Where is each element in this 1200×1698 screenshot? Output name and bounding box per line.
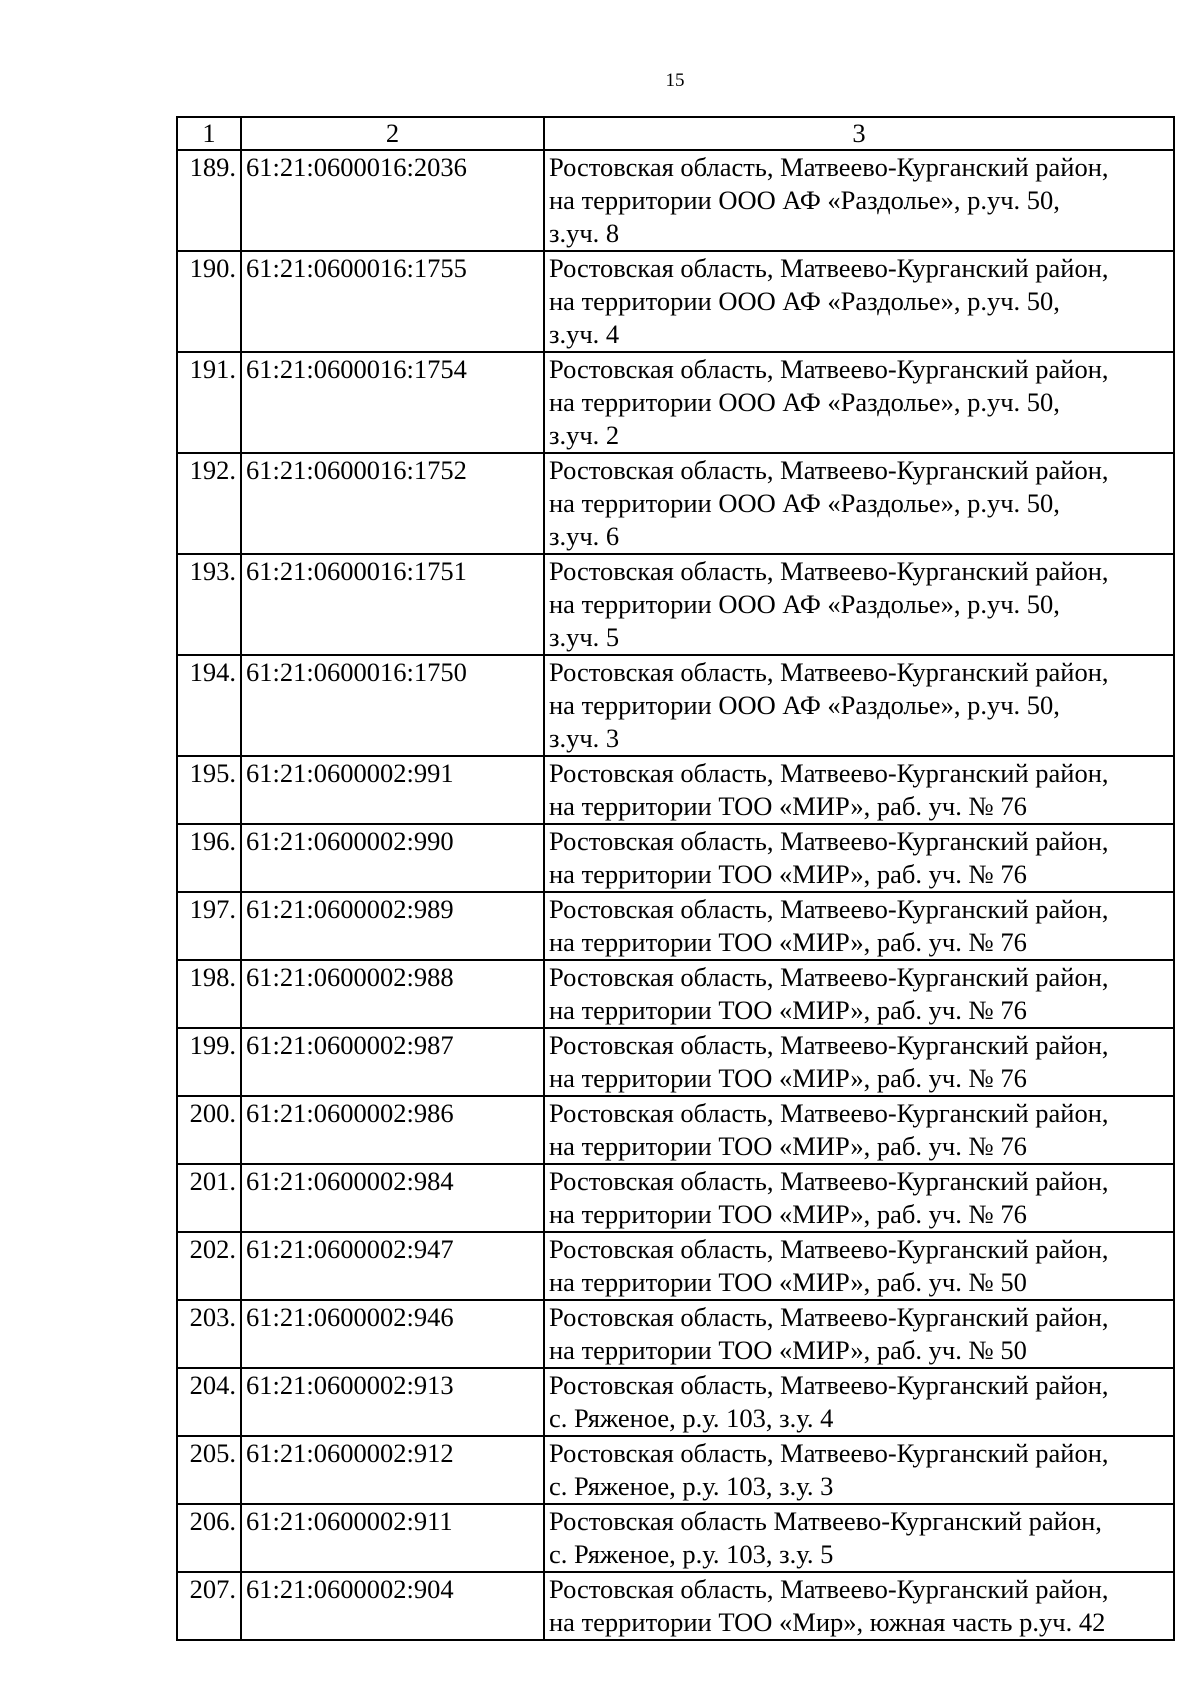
- address-cell: Ростовская область, Матвеево-Курганский район, на территории ТОО «МИР», раб. уч. № 76: [544, 1028, 1174, 1096]
- cadastral-number-cell: 61:21:0600002:991: [241, 756, 544, 824]
- row-number-cell: 189.: [177, 150, 241, 251]
- cadastral-number-cell: 61:21:0600002:911: [241, 1504, 544, 1572]
- column-header-address: 3: [544, 117, 1174, 150]
- table-row: [177, 251, 1174, 352]
- address-cell: Ростовская область Матвеево-Курганский район, с. Ряженое, р.у. 103, з.у. 5: [544, 1504, 1174, 1572]
- address-cell: Ростовская область, Матвеево-Курганский район, на территории ТОО «МИР», раб. уч. № 76: [544, 1096, 1174, 1164]
- table-row: [177, 1096, 1174, 1164]
- address-cell: Ростовская область, Матвеево-Курганский район, на территории ТОО «МИР», раб. уч. № 76: [544, 1164, 1174, 1232]
- table-body: [177, 150, 1174, 1640]
- address-cell: Ростовская область, Матвеево-Курганский район, на территории ТОО «МИР», раб. уч. № 76: [544, 960, 1174, 1028]
- cadastral-number-cell: 61:21:0600002:946: [241, 1300, 544, 1368]
- table-row: [177, 1504, 1174, 1572]
- cadastral-number-cell: 61:21:0600016:1752: [241, 453, 544, 554]
- address-cell: Ростовская область, Матвеево-Курганский район, на территории ООО АФ «Раздолье», р.уч. 50, з.уч. 4: [544, 251, 1174, 352]
- row-number-cell: 198.: [177, 960, 241, 1028]
- cadastral-number-cell: 61:21:0600002:913: [241, 1368, 544, 1436]
- row-number-cell: 191.: [177, 352, 241, 453]
- address-cell: Ростовская область, Матвеево-Курганский район, на территории ООО АФ «Раздолье», р.уч. 50, з.уч. 6: [544, 453, 1174, 554]
- cadastral-number-cell: 61:21:0600016:1751: [241, 554, 544, 655]
- table-row: [177, 1436, 1174, 1504]
- cadastral-number-cell: 61:21:0600002:990: [241, 824, 544, 892]
- cadastral-number-cell: 61:21:0600002:988: [241, 960, 544, 1028]
- row-number-cell: 207.: [177, 1572, 241, 1640]
- row-number-cell: 193.: [177, 554, 241, 655]
- address-cell: Ростовская область, Матвеево-Курганский район, на территории ТОО «Мир», южная часть р.уч. 42: [544, 1572, 1174, 1640]
- row-number-cell: 192.: [177, 453, 241, 554]
- table-row: [177, 1164, 1174, 1232]
- row-number-cell: 200.: [177, 1096, 241, 1164]
- table-row: [177, 453, 1174, 554]
- row-number-cell: 199.: [177, 1028, 241, 1096]
- row-number-cell: 201.: [177, 1164, 241, 1232]
- table-row: [177, 1300, 1174, 1368]
- cadastral-number-cell: 61:21:0600002:947: [241, 1232, 544, 1300]
- table-row: [177, 352, 1174, 453]
- page-number: 15: [665, 70, 685, 91]
- row-number-cell: 205.: [177, 1436, 241, 1504]
- cadastral-number-cell: 61:21:0600002:904: [241, 1572, 544, 1640]
- address-cell: Ростовская область, Матвеево-Курганский район, на территории ООО АФ «Раздолье», р.уч. 50, з.уч. 2: [544, 352, 1174, 453]
- table-row: [177, 1028, 1174, 1096]
- table-row: [177, 892, 1174, 960]
- address-cell: Ростовская область, Матвеево-Курганский район, на территории ТОО «МИР», раб. уч. № 50: [544, 1300, 1174, 1368]
- address-cell: Ростовская область, Матвеево-Курганский район, на территории ТОО «МИР», раб. уч. № 76: [544, 892, 1174, 960]
- cadastral-number-cell: 61:21:0600016:1750: [241, 655, 544, 756]
- cadastral-number-cell: 61:21:0600016:1754: [241, 352, 544, 453]
- cadastral-number-cell: 61:21:0600002:986: [241, 1096, 544, 1164]
- row-number-cell: 202.: [177, 1232, 241, 1300]
- address-cell: Ростовская область, Матвеево-Курганский район, на территории ООО АФ «Раздолье», р.уч. 50, з.уч. 8: [544, 150, 1174, 251]
- cadastral-number-cell: 61:21:0600002:989: [241, 892, 544, 960]
- table-row: [177, 1572, 1174, 1640]
- cadastral-number-cell: 61:21:0600002:912: [241, 1436, 544, 1504]
- row-number-cell: 204.: [177, 1368, 241, 1436]
- address-cell: Ростовская область, Матвеево-Курганский район, на территории ООО АФ «Раздолье», р.уч. 50, з.уч. 3: [544, 655, 1174, 756]
- column-header-number: 1: [177, 117, 241, 150]
- table-row: [177, 756, 1174, 824]
- cadastral-number-cell: 61:21:0600002:987: [241, 1028, 544, 1096]
- address-cell: Ростовская область, Матвеево-Курганский район, на территории ТОО «МИР», раб. уч. № 50: [544, 1232, 1174, 1300]
- table-row: [177, 824, 1174, 892]
- row-number-cell: 197.: [177, 892, 241, 960]
- cadastral-number-cell: 61:21:0600016:2036: [241, 150, 544, 251]
- row-number-cell: 196.: [177, 824, 241, 892]
- address-cell: Ростовская область, Матвеево-Курганский район, с. Ряженое, р.у. 103, з.у. 3: [544, 1436, 1174, 1504]
- row-number-cell: 194.: [177, 655, 241, 756]
- table-header-row: [177, 117, 1174, 150]
- table-row: [177, 554, 1174, 655]
- column-header-cadastral: 2: [241, 117, 544, 150]
- row-number-cell: 190.: [177, 251, 241, 352]
- address-cell: Ростовская область, Матвеево-Курганский район, на территории ТОО «МИР», раб. уч. № 76: [544, 824, 1174, 892]
- cadastral-number-cell: 61:21:0600002:984: [241, 1164, 544, 1232]
- cadastral-number-cell: 61:21:0600016:1755: [241, 251, 544, 352]
- address-cell: Ростовская область, Матвеево-Курганский район, на территории ООО АФ «Раздолье», р.уч. 50, з.уч. 5: [544, 554, 1174, 655]
- row-number-cell: 203.: [177, 1300, 241, 1368]
- row-number-cell: 195.: [177, 756, 241, 824]
- table-row: [177, 655, 1174, 756]
- address-cell: Ростовская область, Матвеево-Курганский район, с. Ряженое, р.у. 103, з.у. 4: [544, 1368, 1174, 1436]
- table-row: [177, 1232, 1174, 1300]
- table-row: [177, 150, 1174, 251]
- land-plot-table: [176, 116, 1175, 1641]
- address-cell: Ростовская область, Матвеево-Курганский район, на территории ТОО «МИР», раб. уч. № 76: [544, 756, 1174, 824]
- table-row: [177, 1368, 1174, 1436]
- table-row: [177, 960, 1174, 1028]
- row-number-cell: 206.: [177, 1504, 241, 1572]
